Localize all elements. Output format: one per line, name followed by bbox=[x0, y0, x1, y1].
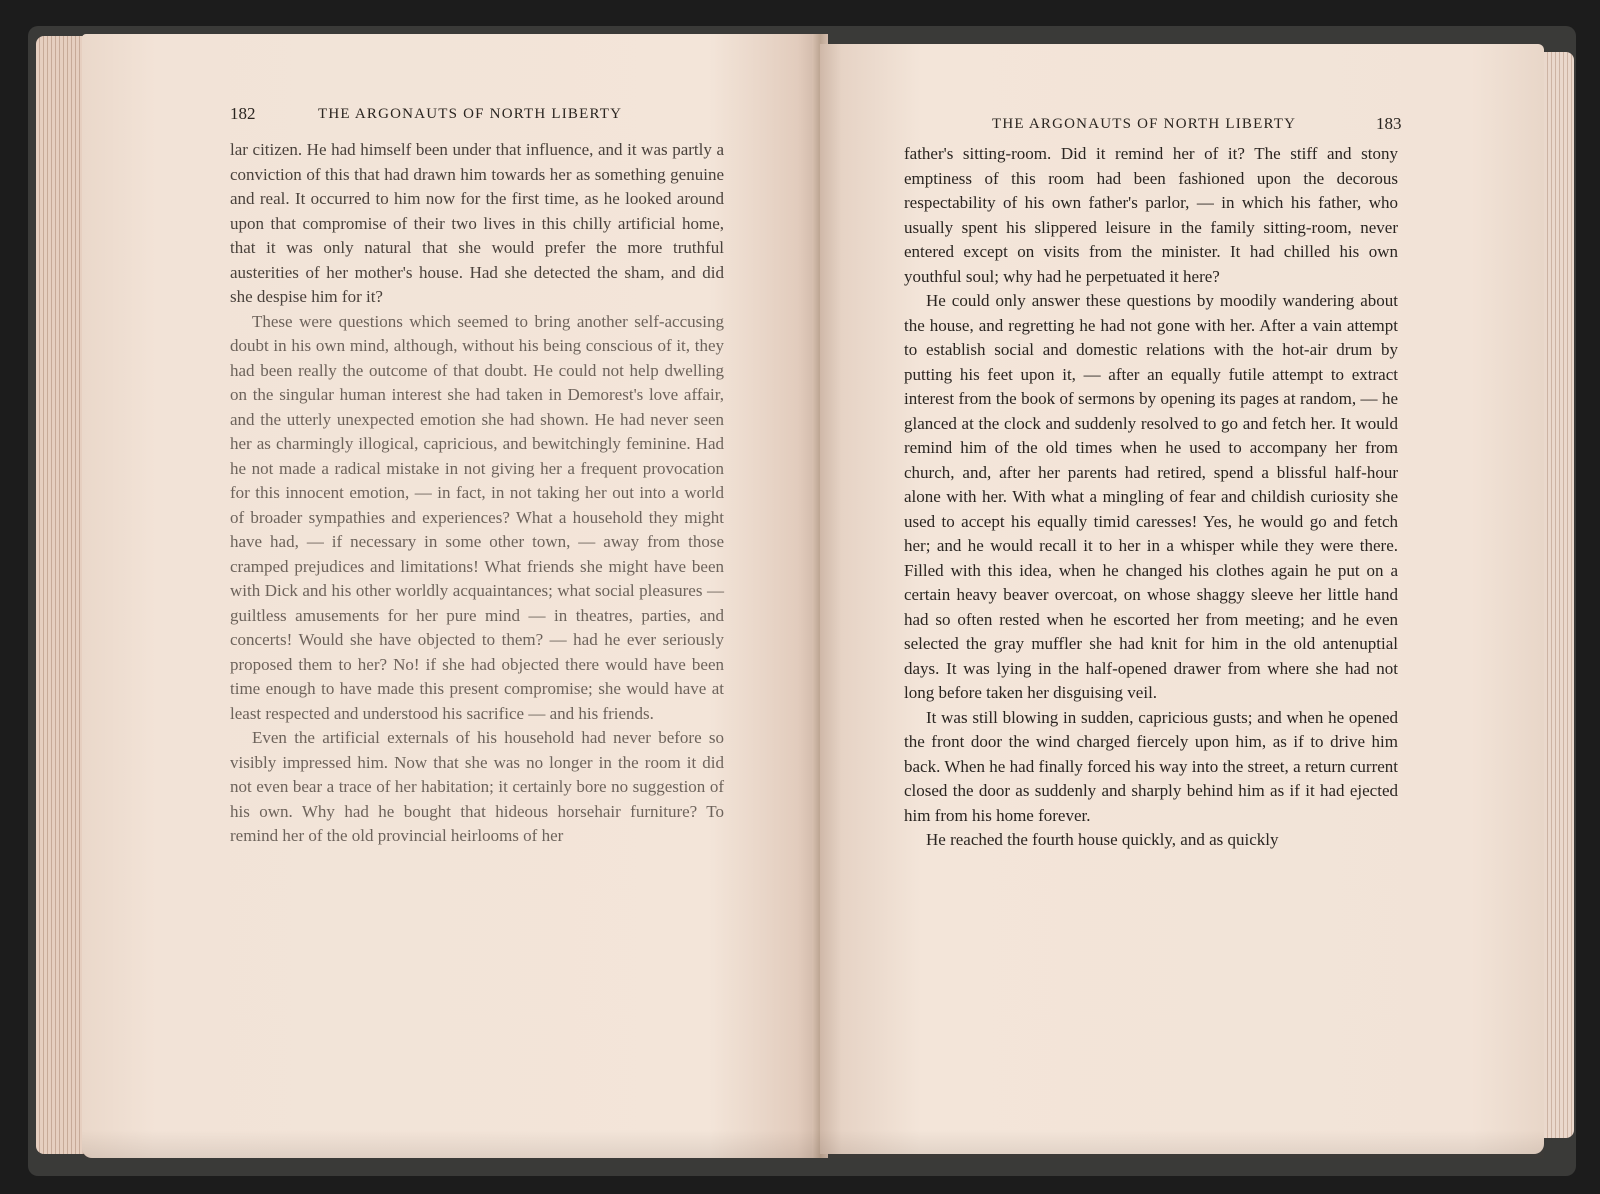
left-running-head: THE ARGONAUTS OF NORTH LIBERTY bbox=[318, 106, 623, 122]
right-page-edges bbox=[1540, 52, 1574, 1138]
right-page-text bbox=[904, 142, 1398, 853]
left-paragraph-2: These were questions which seemed to bring another self-accusing doubt in his own mind, although, without his being conscious of it, they had been really the outcome of that doubt. He could not help dwelling on the singular human interest she had taken in Demorest's love affair, and the utterly unexpected emotion she had shown. He had never seen her as charmingly illogical, capricious, and bewitchingly feminine. Had he not made a radical mistake in not giving her a frequent provocation for this innocent emotion, — in fact, in not taking her out into a world of broader sympathies and experiences? What a household they might have had, — if necessary in some other town, — away from those cramped prejudices and limitations! What friends she might have been with Dick and his other worldly acquaintances; what social pleasures — guiltless amusements for her pure mind — in theatres, parties, and concerts! Would she have objected to them? — had he ever seriously proposed them to her? No! if she had objected there would have been time enough to have made this present compromise; she would have at least respected and understood his sacrifice — and his friends. bbox=[230, 311, 724, 723]
right-paragraph-2: He could only answer these questions by moodily wandering about the house, and regretting he had not gone with her. After a vain attempt to establish social and domestic relations with the hot-air drum by putting his feet upon it, — after an equally futile attempt to extract interest from the book of sermons by opening its pages at random, — he glanced at the clock and suddenly resolved to go and fetch her. It would remind him of the old times when he used to accompany her from church, and, after her parents had retired, spend a blissful half-hour alone with her. With what a mingling of fear and childish curiosity she used to accept his equally timid caresses! Yes, he would go and fetch her; and he would recall it to her in a whisper while they were there. Filled with this idea, when he changed his clothes again he put on a certain heavy beaver overcoat, on whose shaggy sleeve her little hand had so often rested when he escorted her from meeting; and he even selected the gray muffler she had knit for him in the old antenuptial days. It was lying in the half-opened drawer from where she had not long before taken her disguising veil. bbox=[904, 291, 1398, 702]
left-paragraph-3: Even the artificial externals of his household had never before so visibly impressed him. Now that she was no longer in the room it did not even bear a trace of her habitation; it certainly bore no suggestion of his own. Why had he bought that hideous horsehair furniture? To remind her of the old provincial heirlooms of her bbox=[230, 728, 724, 845]
right-running-head: THE ARGONAUTS OF NORTH LIBERTY bbox=[992, 116, 1297, 132]
left-paragraph-1: lar citizen. He had himself been under that influence, and it was partly a conviction of this that had drawn him towards her as something genuine and real. It occurred to him now for the first time, as he looked around upon that compromise of their two lives in this chilly artificial home, that it was only natural that she would prefer the more truthful austerities of her mother's house. Had she detected the sham, and did she despise him for it? bbox=[230, 140, 724, 306]
right-paragraph-4: He reached the fourth house quickly, and as quickly bbox=[926, 830, 1279, 849]
right-page-number: 183 bbox=[1376, 114, 1402, 133]
left-page bbox=[82, 34, 820, 1158]
right-paragraph-1: father's sitting-room. Did it remind her of it? The stiff and stony emptiness of this room had been fashioned upon the decorous respectability of his own father's parlor, — in which his father, who usually spent his slippered leisure in the family sitting-room, never entered except on visits from the minister. It had chilled his own youthful soul; why had he perpetuated it here? bbox=[904, 144, 1398, 286]
left-page-text bbox=[230, 138, 724, 849]
right-paragraph-3: It was still blowing in sudden, capricious gusts; and when he opened the front door the wind charged fiercely upon him, as if to drive him back. When he had finally forced his way into the street, a return current closed the door as suddenly and sharply behind him as if it had ejected him from his home forever. bbox=[904, 707, 1398, 825]
left-page-number: 182 bbox=[230, 104, 256, 123]
right-page bbox=[820, 44, 1544, 1154]
